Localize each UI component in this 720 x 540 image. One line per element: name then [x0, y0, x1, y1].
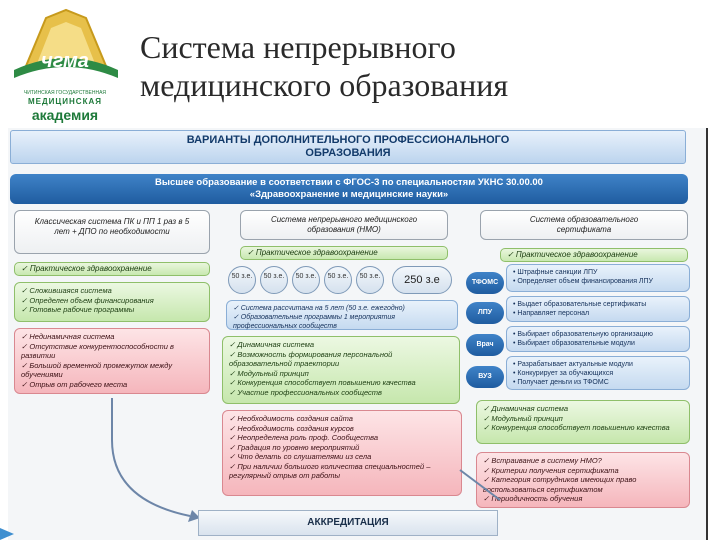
blue-bar-line2: «Здравоохранение и медицинские науки» — [249, 189, 449, 200]
right-column-title: Система образовательного сертификата — [480, 210, 688, 240]
list-item: ✓ Система рассчитана на 5 лет (50 з.е. ежегодно) — [233, 305, 405, 312]
list-item: • Штрафные санкции ЛПУ — [513, 269, 598, 276]
mid-pros-box — [222, 336, 460, 404]
logo — [6, 6, 124, 124]
list-item: ✓ Отсутствие конкурентоспособности в развитии — [21, 341, 174, 360]
credit-circle: 50 з.е. — [356, 266, 384, 294]
list-item: ✓ Участие профессиональных сообществ — [229, 387, 382, 397]
mid-practice-bar: ✓ Практическое здравоохранение — [240, 246, 448, 260]
blue-bar-line1: Высшее образование в соответствии с ФГОС-3 по специальностям УКНС 30.00.00 — [155, 177, 543, 188]
list-item: ✓ Определен объем финансирования — [21, 295, 154, 305]
mid-info-box — [226, 300, 458, 330]
credit-circle: 50 з.е. — [228, 266, 256, 294]
slide-divider — [706, 128, 708, 540]
logo-line2: МЕДИЦИНСКАЯ — [27, 97, 102, 106]
list-item: ✓ Нединамичная система — [21, 332, 115, 341]
higher-education-bar — [10, 174, 688, 204]
list-item: • Направляет персонал — [513, 310, 590, 317]
list-item: ✓ Большой временной промежуток между обучениями — [21, 360, 173, 379]
actor-row — [506, 356, 690, 390]
list-item: ✓ Что делать со слушателями из села — [229, 452, 372, 461]
list-item: • Получает деньги из ТФОМС — [513, 379, 609, 386]
actor-row — [506, 264, 690, 292]
list-item: ✓ Готовые рабочие программы — [21, 305, 135, 314]
credit-circle: 50 з.е. — [324, 266, 352, 294]
title-line1: Система непрерывного — [140, 29, 456, 65]
right-pros-box — [476, 400, 690, 444]
list-item: ✓ Встраивание в систему НМО? — [483, 456, 602, 465]
accreditation-box: АККРЕДИТАЦИЯ — [198, 510, 498, 536]
list-item: ✓ Динамичная система — [483, 404, 569, 413]
list-item: ✓ Образовательные программы 1 мероприятия профессиональных сообществ — [233, 314, 395, 330]
right-practice-bar: ✓ Практическое здравоохранение — [500, 248, 688, 262]
total-credits-oval: 250 з.е — [392, 266, 452, 294]
list-item: ✓ Модульный принцип — [229, 368, 309, 378]
logo-abbr: чгма — [41, 50, 89, 72]
list-item: ✓ При наличии большого количества специальностей – регулярный отрыв от работы — [229, 461, 431, 480]
credit-circle: 50 з.е. — [260, 266, 288, 294]
list-item: • Конкурирует за обучающихся — [513, 370, 614, 377]
list-item: ✓ Конкуренция способствует повышению качества — [483, 423, 670, 432]
list-item: ✓ Необходимость создания курсов — [229, 423, 354, 433]
actor-label: ЛПУ — [466, 302, 504, 324]
actor-row — [506, 326, 690, 352]
list-item: • Выбирает образовательную организацию — [513, 331, 653, 338]
actor-label: Врач — [466, 334, 504, 356]
mid-cons-box — [222, 410, 462, 496]
list-item: ✓ Возможность формирования персональной образовательной траектории — [229, 349, 393, 368]
header-line2: ОБРАЗОВАНИЯ — [305, 147, 391, 159]
left-pros-box — [14, 282, 210, 322]
left-cons-box — [14, 328, 210, 394]
list-item: ✓ Неопределена роль проф. Сообщества — [229, 433, 379, 442]
list-item: ✓ Градация по уровню мероприятий — [229, 442, 360, 452]
actor-label: ТФОМС — [466, 272, 504, 294]
mid-column-title: Система непрерывного медицинского образования (НМО) — [240, 210, 448, 240]
list-item: ✓ Периодичность обучения — [483, 494, 583, 503]
list-item: ✓ Модульный принцип — [483, 413, 563, 423]
list-item: ✓ Критерии получения сертификата — [483, 465, 619, 475]
page-title — [140, 28, 700, 104]
header-line1: ВАРИАНТЫ ДОПОЛНИТЕЛЬНОГО ПРОФЕССИОНАЛЬНОГО — [186, 134, 510, 146]
list-item: ✓ Динамичная система — [229, 340, 315, 349]
list-item: ✓ Отрыв от рабочего места — [21, 379, 128, 389]
actor-label: ВУЗ — [466, 366, 504, 388]
logo-line1: ЧИТИНСКАЯ ГОСУДАРСТВЕННАЯ — [23, 90, 107, 96]
credit-circle: 50 з.е. — [292, 266, 320, 294]
logo-emblem-icon — [6, 6, 124, 88]
list-item: ✓ Необходимость создания сайта — [229, 414, 353, 423]
list-item: ✓ Сложившаяся система — [21, 286, 112, 295]
actor-row — [506, 296, 690, 322]
list-item: • Разрабатывает актуальные модули — [513, 361, 633, 368]
list-item: • Выбирает образовательные модули — [513, 340, 635, 347]
list-item: ✓ Категория сотрудников имеющих право воспользоваться сертификатом — [483, 475, 637, 494]
list-item: • Выдает образовательные сертификаты — [513, 301, 647, 308]
right-cons-box — [476, 452, 690, 508]
left-practice-bar: ✓ Практическое здравоохранение — [14, 262, 210, 276]
title-line2: медицинского образования — [140, 67, 509, 103]
list-item: ✓ Конкуренция способствует повышению качества — [229, 378, 416, 387]
logo-line3: академия — [31, 107, 99, 123]
left-column-title: Классическая система ПК и ПП 1 раз в 5 лет + ДПО по необходимости — [14, 210, 210, 254]
list-item: • Определяет объем финансирования ЛПУ — [513, 278, 653, 285]
diagram-header — [10, 130, 686, 164]
